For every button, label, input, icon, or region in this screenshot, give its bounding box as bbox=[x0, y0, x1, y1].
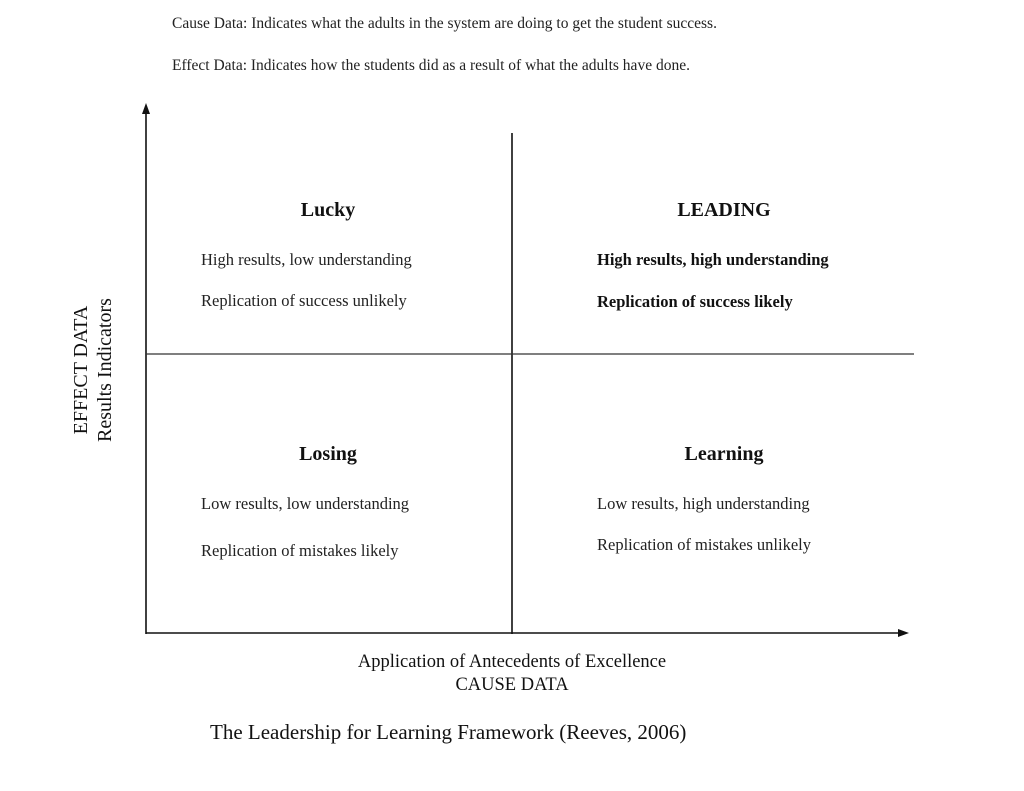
learning-results-text: Low results, high understanding bbox=[597, 494, 810, 513]
y-axis-label-line2: Results Indicators bbox=[94, 298, 116, 442]
leading-replication-text: Replication of success likely bbox=[597, 292, 793, 311]
losing-replication-text: Replication of mistakes likely bbox=[201, 541, 399, 560]
y-axis-label bbox=[68, 275, 118, 465]
effect-data-definition: Effect Data: Indicates how the students did as a result of what the adults have done. bbox=[172, 57, 690, 74]
cause-data-definition: Cause Data: Indicates what the adults in the system are doing to get the student success. bbox=[172, 15, 717, 32]
learning-replication-text: Replication of mistakes unlikely bbox=[597, 535, 812, 554]
figure-caption: The Leadership for Learning Framework (Reeves, 2006) bbox=[210, 720, 687, 744]
x-axis-label-line2: CAUSE DATA bbox=[455, 675, 569, 695]
lucky-replication-text: Replication of success unlikely bbox=[201, 291, 407, 310]
quadrant-title-lucky: Lucky bbox=[300, 199, 356, 221]
quadrant-title-learning: Learning bbox=[684, 443, 764, 465]
quadrant-title-losing: Losing bbox=[299, 443, 357, 465]
quadrant-title-leading: LEADING bbox=[677, 199, 771, 221]
lucky-results-text: High results, low understanding bbox=[201, 250, 412, 269]
x-axis-label bbox=[312, 651, 712, 697]
losing-results-text: Low results, low understanding bbox=[201, 494, 410, 513]
leading-results-text: High results, high understanding bbox=[597, 250, 829, 269]
x-axis-label-line1: Application of Antecedents of Excellence bbox=[357, 652, 667, 672]
x-axis-arrow-icon bbox=[898, 629, 909, 637]
y-axis-label-line1: EFFECT DATA bbox=[70, 305, 92, 435]
y-axis-arrow-icon bbox=[142, 103, 150, 114]
